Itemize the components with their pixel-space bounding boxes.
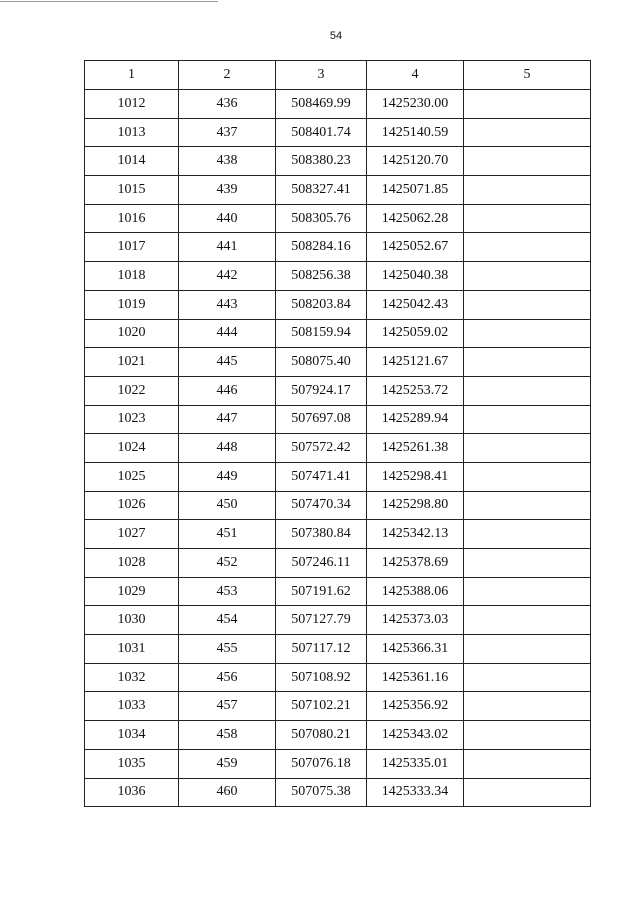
row-number-cell: 1012 [85,90,179,119]
point-number-cell: 443 [179,290,276,319]
page-number: 54 [329,30,343,42]
column-header-1: 1 [85,61,179,90]
x-coordinate-cell: 507470.34 [276,491,367,520]
row-number-cell: 1018 [85,262,179,291]
table-row [85,176,591,205]
x-coordinate-cell: 507080.21 [276,721,367,750]
y-coordinate-cell: 1425388.06 [367,577,464,606]
note-cell [464,606,591,635]
x-coordinate-cell: 507127.79 [276,606,367,635]
point-number-cell: 441 [179,233,276,262]
row-number-cell: 1035 [85,749,179,778]
table-row [85,233,591,262]
x-coordinate-cell: 508075.40 [276,348,367,377]
point-number-cell: 438 [179,147,276,176]
table-row [85,749,591,778]
note-cell [464,635,591,664]
note-cell [464,319,591,348]
table-row [85,319,591,348]
row-number-cell: 1033 [85,692,179,721]
y-coordinate-cell: 1425042.43 [367,290,464,319]
table-row [85,376,591,405]
y-coordinate-cell: 1425140.59 [367,118,464,147]
point-number-cell: 436 [179,90,276,119]
row-number-cell: 1015 [85,176,179,205]
y-coordinate-cell: 1425062.28 [367,204,464,233]
table-row [85,290,591,319]
row-number-cell: 1030 [85,606,179,635]
x-coordinate-cell: 508256.38 [276,262,367,291]
point-number-cell: 448 [179,434,276,463]
y-coordinate-cell: 1425335.01 [367,749,464,778]
row-number-cell: 1021 [85,348,179,377]
note-cell [464,90,591,119]
x-coordinate-cell: 507246.11 [276,549,367,578]
table-row [85,606,591,635]
row-number-cell: 1016 [85,204,179,233]
point-number-cell: 450 [179,491,276,520]
x-coordinate-cell: 507102.21 [276,692,367,721]
y-coordinate-cell: 1425361.16 [367,663,464,692]
x-coordinate-cell: 508469.99 [276,90,367,119]
x-coordinate-cell: 507075.38 [276,778,367,807]
note-cell [464,376,591,405]
row-number-cell: 1027 [85,520,179,549]
point-number-cell: 444 [179,319,276,348]
coordinates-table [84,60,591,807]
table-row [85,405,591,434]
table-row [85,462,591,491]
y-coordinate-cell: 1425298.41 [367,462,464,491]
point-number-cell: 446 [179,376,276,405]
y-coordinate-cell: 1425121.67 [367,348,464,377]
note-cell [464,176,591,205]
point-number-cell: 460 [179,778,276,807]
x-coordinate-cell: 507697.08 [276,405,367,434]
table-row [85,549,591,578]
y-coordinate-cell: 1425261.38 [367,434,464,463]
x-coordinate-cell: 508380.23 [276,147,367,176]
y-coordinate-cell: 1425052.67 [367,233,464,262]
table-header [85,61,591,90]
point-number-cell: 445 [179,348,276,377]
point-number-cell: 452 [179,549,276,578]
note-cell [464,233,591,262]
x-coordinate-cell: 507076.18 [276,749,367,778]
note-cell [464,692,591,721]
table-row [85,90,591,119]
table-row [85,663,591,692]
note-cell [464,721,591,750]
point-number-cell: 451 [179,520,276,549]
column-header-2: 2 [179,61,276,90]
y-coordinate-cell: 1425071.85 [367,176,464,205]
row-number-cell: 1029 [85,577,179,606]
point-number-cell: 456 [179,663,276,692]
point-number-cell: 442 [179,262,276,291]
note-cell [464,434,591,463]
table-row [85,204,591,233]
row-number-cell: 1024 [85,434,179,463]
row-number-cell: 1036 [85,778,179,807]
table-row [85,635,591,664]
row-number-cell: 1034 [85,721,179,750]
point-number-cell: 439 [179,176,276,205]
y-coordinate-cell: 1425378.69 [367,549,464,578]
note-cell [464,147,591,176]
table-row [85,491,591,520]
note-cell [464,520,591,549]
row-number-cell: 1028 [85,549,179,578]
x-coordinate-cell: 508284.16 [276,233,367,262]
x-coordinate-cell: 507191.62 [276,577,367,606]
table-row [85,118,591,147]
note-cell [464,577,591,606]
point-number-cell: 458 [179,721,276,750]
row-number-cell: 1019 [85,290,179,319]
note-cell [464,204,591,233]
table-row [85,147,591,176]
point-number-cell: 447 [179,405,276,434]
y-coordinate-cell: 1425356.92 [367,692,464,721]
y-coordinate-cell: 1425366.31 [367,635,464,664]
x-coordinate-cell: 507924.17 [276,376,367,405]
y-coordinate-cell: 1425040.38 [367,262,464,291]
x-coordinate-cell: 508401.74 [276,118,367,147]
y-coordinate-cell: 1425230.00 [367,90,464,119]
x-coordinate-cell: 507108.92 [276,663,367,692]
table-row [85,434,591,463]
row-number-cell: 1022 [85,376,179,405]
table-row [85,778,591,807]
column-header-4: 4 [367,61,464,90]
row-number-cell: 1020 [85,319,179,348]
column-header-3: 3 [276,61,367,90]
table-row [85,520,591,549]
point-number-cell: 455 [179,635,276,664]
note-cell [464,462,591,491]
table-row [85,262,591,291]
column-header-5: 5 [464,61,591,90]
point-number-cell: 440 [179,204,276,233]
note-cell [464,348,591,377]
point-number-cell: 457 [179,692,276,721]
y-coordinate-cell: 1425342.13 [367,520,464,549]
row-number-cell: 1013 [85,118,179,147]
table-body [85,90,591,807]
x-coordinate-cell: 508305.76 [276,204,367,233]
point-number-cell: 453 [179,577,276,606]
table-row [85,692,591,721]
y-coordinate-cell: 1425253.72 [367,376,464,405]
note-cell [464,290,591,319]
note-cell [464,549,591,578]
row-number-cell: 1025 [85,462,179,491]
header-row [85,61,591,90]
row-number-cell: 1031 [85,635,179,664]
note-cell [464,262,591,291]
y-coordinate-cell: 1425059.02 [367,319,464,348]
table-row [85,721,591,750]
x-coordinate-cell: 507572.42 [276,434,367,463]
note-cell [464,118,591,147]
note-cell [464,663,591,692]
table-row [85,348,591,377]
y-coordinate-cell: 1425289.94 [367,405,464,434]
row-number-cell: 1023 [85,405,179,434]
x-coordinate-cell: 508327.41 [276,176,367,205]
x-coordinate-cell: 507471.41 [276,462,367,491]
row-number-cell: 1032 [85,663,179,692]
x-coordinate-cell: 508203.84 [276,290,367,319]
row-number-cell: 1014 [85,147,179,176]
note-cell [464,405,591,434]
note-cell [464,778,591,807]
y-coordinate-cell: 1425373.03 [367,606,464,635]
row-number-cell: 1026 [85,491,179,520]
point-number-cell: 437 [179,118,276,147]
point-number-cell: 454 [179,606,276,635]
x-coordinate-cell: 508159.94 [276,319,367,348]
y-coordinate-cell: 1425333.34 [367,778,464,807]
table-row [85,577,591,606]
note-cell [464,749,591,778]
scan-artifact-line [0,1,218,2]
note-cell [464,491,591,520]
point-number-cell: 459 [179,749,276,778]
point-number-cell: 449 [179,462,276,491]
y-coordinate-cell: 1425343.02 [367,721,464,750]
row-number-cell: 1017 [85,233,179,262]
x-coordinate-cell: 507380.84 [276,520,367,549]
y-coordinate-cell: 1425120.70 [367,147,464,176]
y-coordinate-cell: 1425298.80 [367,491,464,520]
x-coordinate-cell: 507117.12 [276,635,367,664]
